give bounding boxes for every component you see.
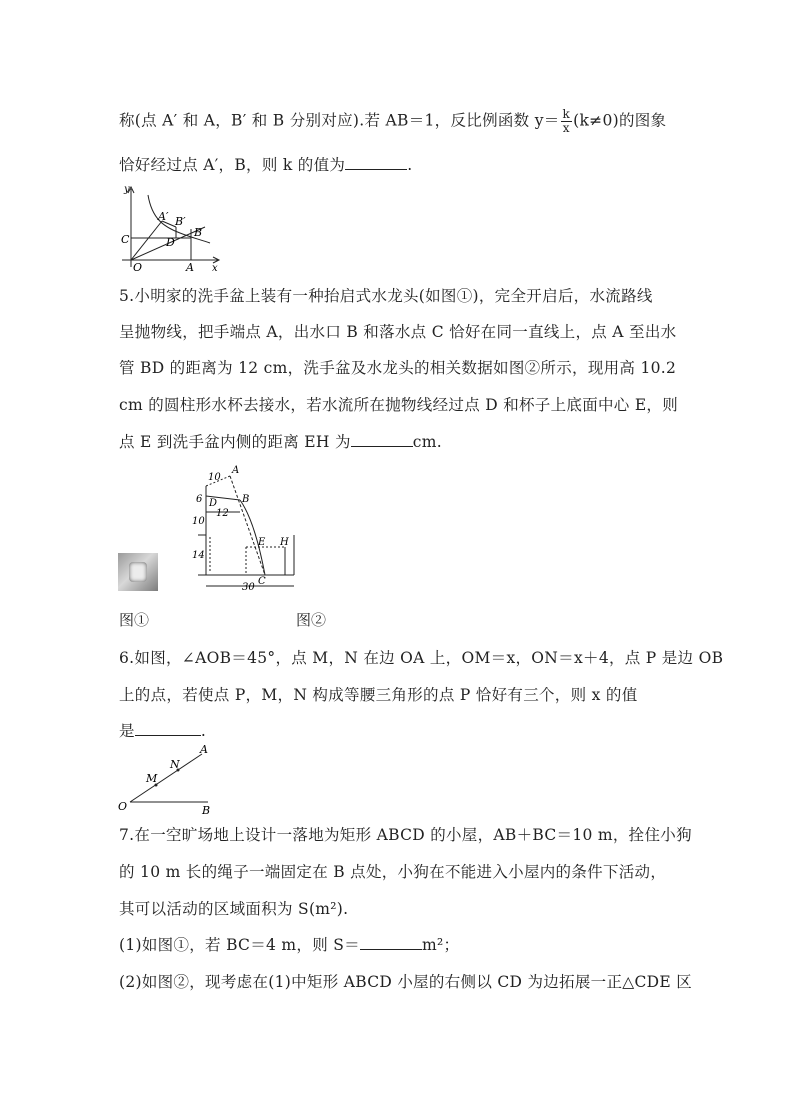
q4-line-1-pre: 称(点 A′ 和 A，B′ 和 B 分别对应).若 AB＝1，反比例函数 y＝ [119, 111, 560, 130]
label-a-prime: A′ [158, 210, 169, 223]
q6-line-3-post: . [200, 722, 207, 740]
q4-line-2-post: . [407, 156, 413, 174]
label-c: C [121, 233, 130, 246]
q7-line-5: (2)如图②，现考虑在(1)中矩形 ABCD 小屋的右侧以 CD 为边拓展一正△CDE 区 [119, 973, 693, 991]
label-12: 12 [216, 508, 229, 519]
label-o: O [118, 800, 128, 813]
answer-blank [360, 935, 422, 950]
caption-figure-2: 图② [296, 611, 327, 629]
label-n: N [170, 758, 180, 771]
q4-line-2-pre: 恰好经过点 A′，B，则 k 的值为 [119, 156, 346, 174]
label-14: 14 [192, 550, 205, 561]
label-e: E [258, 537, 266, 548]
label-30: 30 [242, 582, 255, 592]
q4-line-2 [119, 153, 412, 175]
q7-line-4 [119, 933, 459, 955]
faucet-photo [118, 553, 158, 591]
label-a: A [186, 261, 194, 273]
q5-line-1: 5.小明家的洗手盆上装有一种抬启式水龙头(如图①)，完全开启后，水流路线 [119, 287, 653, 305]
label-o: O [133, 261, 143, 273]
q5-line-5 [119, 430, 442, 452]
q5-line-5-post: cm. [412, 433, 442, 451]
label-x: x [212, 263, 218, 273]
label-a: A [232, 465, 240, 476]
label-6: 6 [196, 494, 203, 505]
q7-line-4-pre: (1)如图①，若 BC＝4 m，则 S＝ [119, 936, 360, 954]
segment-o-a1 [131, 221, 162, 260]
q6-line-3-pre: 是 [119, 722, 135, 740]
q4-line-1 [119, 108, 666, 135]
label-d: D [166, 236, 175, 249]
q6-figure [116, 744, 220, 816]
label-b-prime: B′ [175, 215, 186, 228]
label-b: B [202, 804, 211, 816]
label-y: y [124, 184, 130, 195]
answer-blank [345, 155, 407, 170]
fraction-numerator: k [562, 107, 571, 121]
q5-line-3: 管 BD 的距离为 12 cm，洗手盆及水龙头的相关数据如图②所示，现用高 10.2 [119, 359, 677, 377]
label-b: B [242, 494, 250, 505]
q5-line-2: 呈抛物线，把手端点 A，出水口 B 和落水点 C 恰好在同一直线上，点 A 至出水 [119, 323, 677, 341]
q4-figure [118, 183, 226, 273]
fraction-denominator: x [562, 121, 570, 135]
label-10-handle: 10 [208, 472, 221, 483]
q7-line-3: 其可以活动的区域面积为 S(m²). [119, 900, 349, 918]
label-c: C [258, 576, 266, 587]
faucet-photo-detail [129, 562, 147, 582]
q6-line-2: 上的点，若使点 P，M，N 构成等腰三角形的点 P 恰好有三个，则 x 的值 [119, 686, 638, 704]
q5-line-4: cm 的圆柱形水杯去接水，若水流所在抛物线经过点 D 和杯子上底面中心 E，则 [119, 396, 679, 414]
handle-line [230, 476, 265, 575]
q6-line-1: 6.如图，∠AOB＝45°，点 M，N 在边 OA 上，OM＝x，ON＝x＋4，点 P 是边 OB [119, 649, 724, 667]
label-m: M [146, 772, 158, 785]
q7-line-2: 的 10 m 长的绳子一端固定在 B 点处，小狗在不能进入小屋内的条件下活动， [119, 863, 667, 881]
q7-line-4-post: m²； [421, 936, 460, 954]
q7-line-1: 7.在一空旷场地上设计一落地为矩形 ABCD 的小屋，AB＋BC＝10 m，拴住小狗 [119, 826, 692, 844]
answer-blank [135, 721, 201, 736]
ray-oa [130, 754, 202, 802]
q4-line-1-post: (k≠0)的图象 [573, 111, 667, 130]
k-over-x-fraction [561, 108, 573, 135]
label-a: A [200, 744, 208, 756]
label-h: H [280, 537, 289, 548]
q5-line-5-pre: 点 E 到洗手盆内侧的距离 EH 为 [119, 433, 351, 451]
q6-line-3 [119, 719, 206, 741]
answer-blank [351, 432, 413, 447]
label-10-pipe: 10 [192, 516, 205, 527]
label-b: B [194, 226, 203, 239]
label-d: D [209, 498, 218, 509]
caption-figure-1: 图① [119, 611, 150, 629]
q5-figure-2 [188, 462, 300, 592]
